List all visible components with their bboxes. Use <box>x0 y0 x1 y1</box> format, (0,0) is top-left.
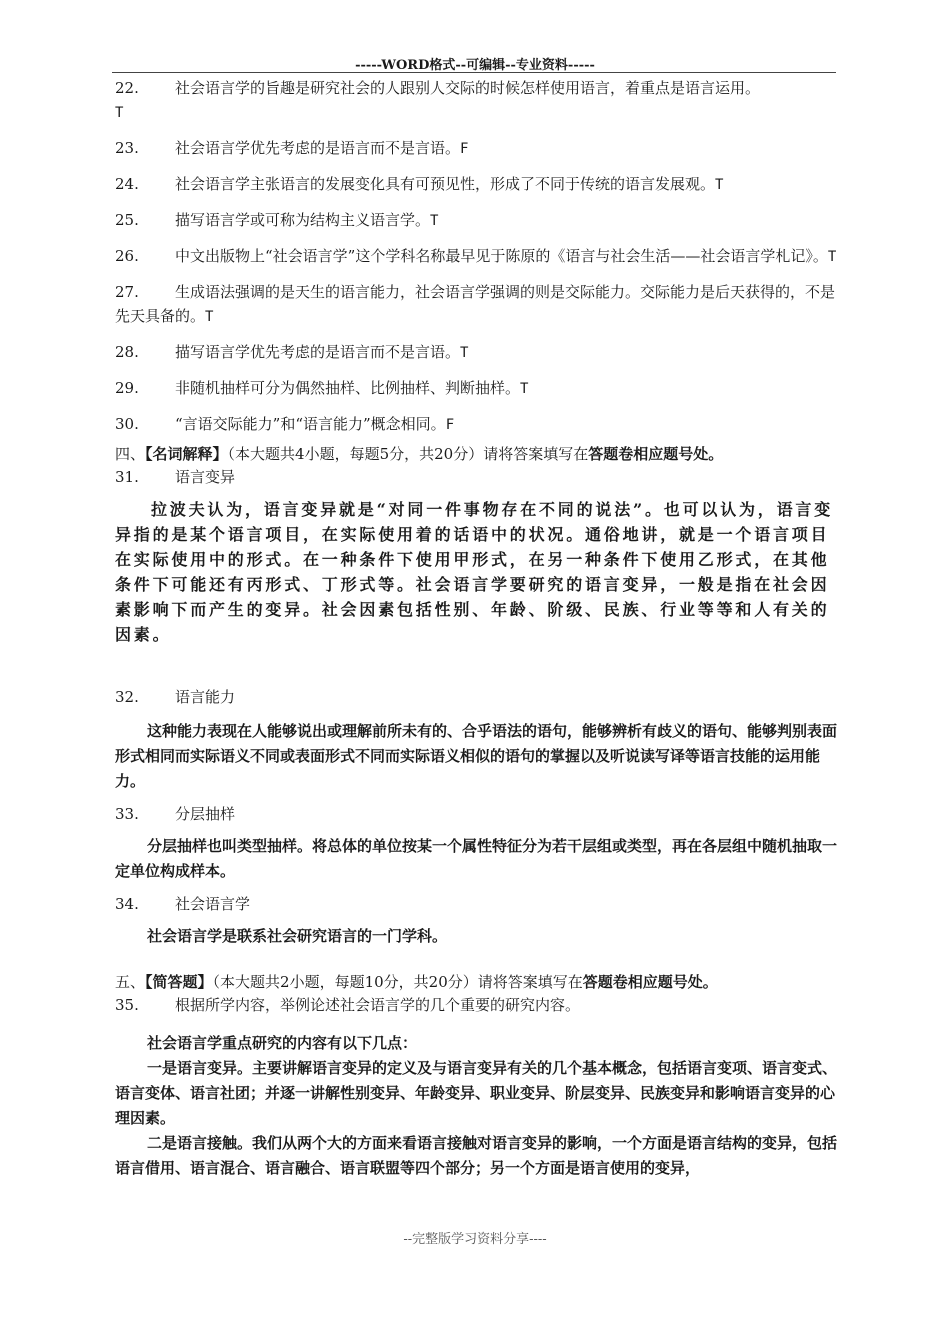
term-32: 32. 语言能力 <box>115 688 236 706</box>
question-29: 29. 非随机抽样可分为偶然抽样、比例抽样、判断抽样。T <box>115 379 529 397</box>
q35-intro: 社会语言学重点研究的内容有以下几点： <box>147 1034 418 1052</box>
term-34: 34. 社会语言学 <box>115 895 251 913</box>
term-34-answer: 社会语言学是联系社会研究语言的一门学科。 <box>147 927 448 945</box>
question-22: 22. 社会语言学的旨趣是研究社会的人跟别人交际的时候怎样使用语言，着重点是语言运用。 T <box>115 79 761 121</box>
term-33-answer: 分层抽样也叫类型抽样。将总体的单位按某一个属性特征分为若干层组或类型，再在各层组中随机抽取一定单位构成样本。 <box>115 837 838 880</box>
question-25: 25. 描写语言学或可称为结构主义语言学。T <box>115 211 439 229</box>
q35-paragraph-2: 二是语言接触。我们从两个大的方面来看语言接触对语言变异的影响，一个方面是语言结构的变异，包括语言借用、语言混合、语言融合、语言联盟等四个部分；另一个方面是语言使用的变异， <box>115 1134 838 1177</box>
question-30: 30. “言语交际能力”和“语言能力”概念相同。F <box>115 415 455 433</box>
page-footer: --完整版学习资料分享---- <box>403 1232 547 1247</box>
page-content <box>115 76 840 1181</box>
term-31-answer: 拉波夫认为，语言变异就是“对同一件事物存在不同的说法”。也可以认为，语言变异指的是某个语言项目，在实际使用着的话语中的状况。通俗地讲，就是一个语言项目在实际使用中的形式。在一种条件下使用甲形式，在另一种条件下使用乙形式，在其他条件下可能还有丙形式、丁形式等。社会语言学要研究的语言变异，一般是指在社会因素影响下而产生的变异。社会因素包括性别、年龄、阶级、民族、行业等等和人有关的因素。 <box>115 500 834 644</box>
page-header: -----WORD格式--可编辑--专业资料----- <box>355 58 595 73</box>
question-28: 28. 描写语言学优先考虑的是语言而不是言语。T <box>115 343 469 361</box>
header-rule <box>112 72 836 73</box>
term-31: 31. 语言变异 <box>115 468 236 486</box>
question-26: 26. 中文出版物上“社会语言学”这个学科名称最早见于陈原的《语言与社会生活——社会语言学札记》。T <box>115 247 837 265</box>
term-33: 33. 分层抽样 <box>115 805 236 823</box>
section-5-heading: 五、【简答题】（本大题共2小题，每题10分，共20分）请将答案填写在答题卷相应题号处。 <box>115 973 718 991</box>
question-23: 23. 社会语言学优先考虑的是语言而不是言语。F <box>115 139 469 157</box>
question-35: 35. 根据所学内容，举例论述社会语言学的几个重要的研究内容。 <box>115 996 581 1014</box>
question-24: 24. 社会语言学主张语言的发展变化具有可预见性，形成了不同于传统的语言发展观。T <box>115 175 724 193</box>
section-4-heading: 四、【名词解释】（本大题共4小题，每题5分，共20分）请将答案填写在答题卷相应题号处。 <box>115 445 724 463</box>
question-27: 27. 生成语法强调的是天生的语言能力，社会语言学强调的则是交际能力。交际能力是后天获得的，不是先天具备的。T <box>115 283 836 325</box>
term-32-answer: 这种能力表现在人能够说出或理解前所未有的、合乎语法的语句，能够辨析有歧义的语句、能够判别表面形式相同而实际语义不同或表面形式不同而实际语义相似的语句的掌握以及听说读写译等语言技能的运用能力。 <box>115 722 838 790</box>
q35-paragraph-1: 一是语言变异。主要讲解语言变异的定义及与语言变异有关的几个基本概念，包括语言变项、语言变式、语言变体、语言社团；并逐一讲解性别变异、年龄变异、职业变异、阶层变异、民族变异和影响语言变异的心理因素。 <box>115 1059 838 1127</box>
